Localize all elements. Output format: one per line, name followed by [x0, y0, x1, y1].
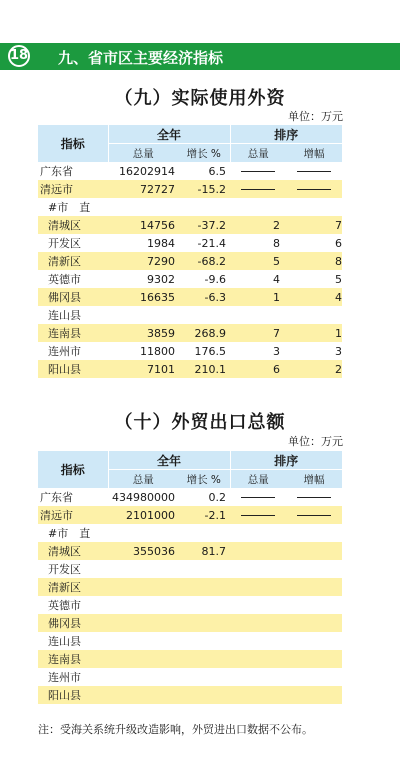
row-rank-total: [230, 614, 286, 632]
row-rank-increase: [286, 560, 342, 578]
row-rank-increase: [286, 614, 342, 632]
table-row: [38, 342, 342, 360]
row-name: 英德市: [48, 599, 81, 612]
export-table: [38, 451, 342, 704]
fdi-table: [38, 125, 342, 378]
row-name: 清远市: [38, 506, 108, 524]
row-growth: [178, 686, 230, 704]
row-rank-total: 8: [273, 236, 281, 250]
row-growth: [178, 306, 230, 324]
row-name: #市 直: [48, 201, 91, 214]
row-total: [108, 614, 178, 632]
header-rank-total: 总量: [230, 144, 286, 163]
row-rank-increase: [286, 596, 342, 614]
table-row: [38, 596, 342, 614]
row-rank-total: [230, 488, 286, 506]
row-total: [108, 650, 178, 668]
table-row: [38, 650, 342, 668]
row-total: 16202914: [119, 164, 175, 178]
row-growth: -37.2: [178, 216, 230, 234]
footnote: 注：受海关系统升级改造影响，外贸进出口数据不公布。: [38, 723, 313, 736]
table-row: [38, 306, 342, 324]
section-banner: [0, 43, 400, 70]
table-row: [38, 162, 342, 180]
table-row: [38, 216, 342, 234]
row-rank-total: 3: [273, 344, 281, 358]
section10-title: （十）外贸出口总额: [114, 412, 286, 433]
row-rank-increase: 6: [335, 236, 343, 250]
table-row: [38, 488, 342, 506]
row-name: 连山县: [48, 309, 81, 322]
table-row: [38, 360, 342, 378]
section9-title: （九）实际使用外资: [114, 88, 286, 109]
dash-mark: [297, 497, 331, 498]
row-growth: 176.5: [194, 344, 227, 358]
row-rank-increase: [286, 686, 342, 704]
header-growth: 增长 %: [178, 470, 230, 489]
row-total: [108, 686, 178, 704]
row-name: 清远市: [38, 180, 108, 198]
row-growth: [178, 578, 230, 596]
table-row: [38, 542, 342, 560]
row-name: 佛冈县: [38, 614, 108, 632]
header-indicator: 指标: [38, 125, 108, 162]
table-header-row: [38, 125, 342, 144]
row-rank-total: 2: [230, 216, 286, 234]
section9-unit: 单位：万元: [288, 110, 343, 123]
header-rank-increase: 增幅: [286, 144, 342, 163]
row-total: 11800: [140, 344, 175, 358]
row-rank-total: [230, 560, 286, 578]
row-name: 连南县: [38, 324, 108, 342]
header-growth: 增长 %: [178, 144, 230, 163]
row-rank-total: [230, 306, 286, 324]
header-rank-increase: 增幅: [286, 470, 342, 489]
table-row: [38, 524, 342, 542]
row-growth: 6.5: [208, 164, 227, 178]
header-indicator: 指标: [38, 451, 108, 488]
row-total: 1984: [147, 236, 175, 250]
row-rank-increase: 2: [286, 360, 342, 378]
row-total: 72727: [108, 180, 178, 198]
header-annual: 全年: [108, 125, 230, 144]
row-total: 7101: [108, 360, 178, 378]
table-row: [38, 234, 342, 252]
row-total: [108, 198, 178, 216]
row-rank-increase: 5: [335, 272, 343, 286]
table-row: [38, 288, 342, 306]
table-row: [38, 578, 342, 596]
row-rank-increase: 4: [286, 288, 342, 306]
row-name: 清新区: [38, 578, 108, 596]
header-ranking: 排序: [230, 125, 342, 144]
row-rank-increase: [286, 542, 342, 560]
row-rank-total: [230, 162, 286, 180]
row-rank-increase: 1: [286, 324, 342, 342]
row-rank-increase: [286, 650, 342, 668]
dash-mark: [297, 515, 331, 516]
row-rank-increase: [286, 578, 342, 596]
table-row: [38, 686, 342, 704]
header-total: 总量: [108, 470, 178, 489]
table-row: [38, 270, 342, 288]
table-row: [38, 560, 342, 578]
row-rank-increase: 3: [335, 344, 343, 358]
row-growth: [178, 560, 230, 578]
row-growth: -15.2: [178, 180, 230, 198]
header-total: 总量: [108, 144, 178, 163]
row-rank-increase: [286, 668, 342, 686]
table-row: [38, 632, 342, 650]
row-growth: 81.7: [178, 542, 230, 560]
row-name: 清城区: [38, 216, 108, 234]
header-rank-total: 总量: [230, 470, 286, 489]
table-row: [38, 324, 342, 342]
row-name: 清城区: [38, 542, 108, 560]
row-rank-total: [230, 506, 286, 524]
table-row: [38, 198, 342, 216]
row-growth: -2.1: [178, 506, 230, 524]
row-growth: -21.4: [197, 236, 227, 250]
row-total: 14756: [108, 216, 178, 234]
row-name: 连山县: [48, 635, 81, 648]
row-rank-total: [230, 632, 286, 650]
row-name: 阳山县: [38, 360, 108, 378]
row-rank-increase: [286, 488, 342, 506]
table-row: [38, 252, 342, 270]
row-total: 3859: [108, 324, 178, 342]
row-total: [108, 306, 178, 324]
row-rank-total: [230, 198, 286, 216]
row-rank-total: [230, 686, 286, 704]
row-name: 清新区: [38, 252, 108, 270]
row-rank-increase: [286, 162, 342, 180]
row-total: [108, 668, 178, 686]
dash-mark: [241, 171, 275, 172]
row-rank-total: 1: [230, 288, 286, 306]
row-rank-total: [230, 578, 286, 596]
row-total: 434980000: [112, 490, 175, 504]
row-rank-increase: 7: [286, 216, 342, 234]
row-rank-increase: [286, 306, 342, 324]
row-growth: [178, 198, 230, 216]
row-growth: [178, 614, 230, 632]
dash-mark: [241, 189, 275, 190]
dash-mark: [241, 497, 275, 498]
row-rank-total: [230, 668, 286, 686]
row-name: 阳山县: [38, 686, 108, 704]
row-name: 佛冈县: [38, 288, 108, 306]
row-name: 连州市: [48, 345, 81, 358]
table-header-row: [38, 451, 342, 470]
row-name: 开发区: [48, 237, 81, 250]
row-total: 355036: [108, 542, 178, 560]
row-rank-total: [230, 542, 286, 560]
row-rank-increase: [286, 506, 342, 524]
row-rank-total: 5: [230, 252, 286, 270]
row-growth: -68.2: [178, 252, 230, 270]
row-rank-increase: [286, 632, 342, 650]
row-rank-total: [230, 596, 286, 614]
row-total: 2101000: [108, 506, 178, 524]
row-total: [108, 632, 178, 650]
row-rank-increase: [286, 198, 342, 216]
row-total: 7290: [108, 252, 178, 270]
table-row: [38, 506, 342, 524]
row-name: 英德市: [48, 273, 81, 286]
row-total: 16635: [108, 288, 178, 306]
row-total: [108, 596, 178, 614]
header-ranking: 排序: [230, 451, 342, 470]
row-rank-total: [230, 650, 286, 668]
dash-mark: [297, 171, 331, 172]
header-annual: 全年: [108, 451, 230, 470]
row-growth: [178, 596, 230, 614]
row-growth: -6.3: [178, 288, 230, 306]
row-total: [108, 524, 178, 542]
row-growth: [178, 650, 230, 668]
row-rank-total: [230, 524, 286, 542]
row-growth: 268.9: [178, 324, 230, 342]
row-rank-total: 7: [230, 324, 286, 342]
row-name: 广东省: [40, 165, 73, 178]
row-name: 连南县: [38, 650, 108, 668]
row-rank-total: 6: [230, 360, 286, 378]
row-name: 开发区: [48, 563, 81, 576]
row-growth: -9.6: [204, 272, 227, 286]
row-growth: [178, 668, 230, 686]
row-growth: 210.1: [178, 360, 230, 378]
row-rank-total: [230, 180, 286, 198]
row-growth: [178, 632, 230, 650]
dash-mark: [241, 515, 275, 516]
row-rank-increase: [286, 180, 342, 198]
table-row: [38, 668, 342, 686]
row-total: [108, 560, 178, 578]
row-growth: 0.2: [208, 490, 227, 504]
row-rank-total: 4: [273, 272, 281, 286]
page-number-badge: 18: [8, 45, 30, 67]
banner-title: 九、省市区主要经济指标: [58, 49, 224, 67]
row-rank-increase: [286, 524, 342, 542]
row-rank-increase: 8: [286, 252, 342, 270]
row-name: 广东省: [40, 491, 73, 504]
row-name: 连州市: [48, 671, 81, 684]
section10-unit: 单位：万元: [288, 435, 343, 448]
row-total: 9302: [147, 272, 175, 286]
row-name: #市 直: [48, 527, 91, 540]
table-row: [38, 180, 342, 198]
table-row: [38, 614, 342, 632]
dash-mark: [297, 189, 331, 190]
row-growth: [178, 524, 230, 542]
row-total: [108, 578, 178, 596]
